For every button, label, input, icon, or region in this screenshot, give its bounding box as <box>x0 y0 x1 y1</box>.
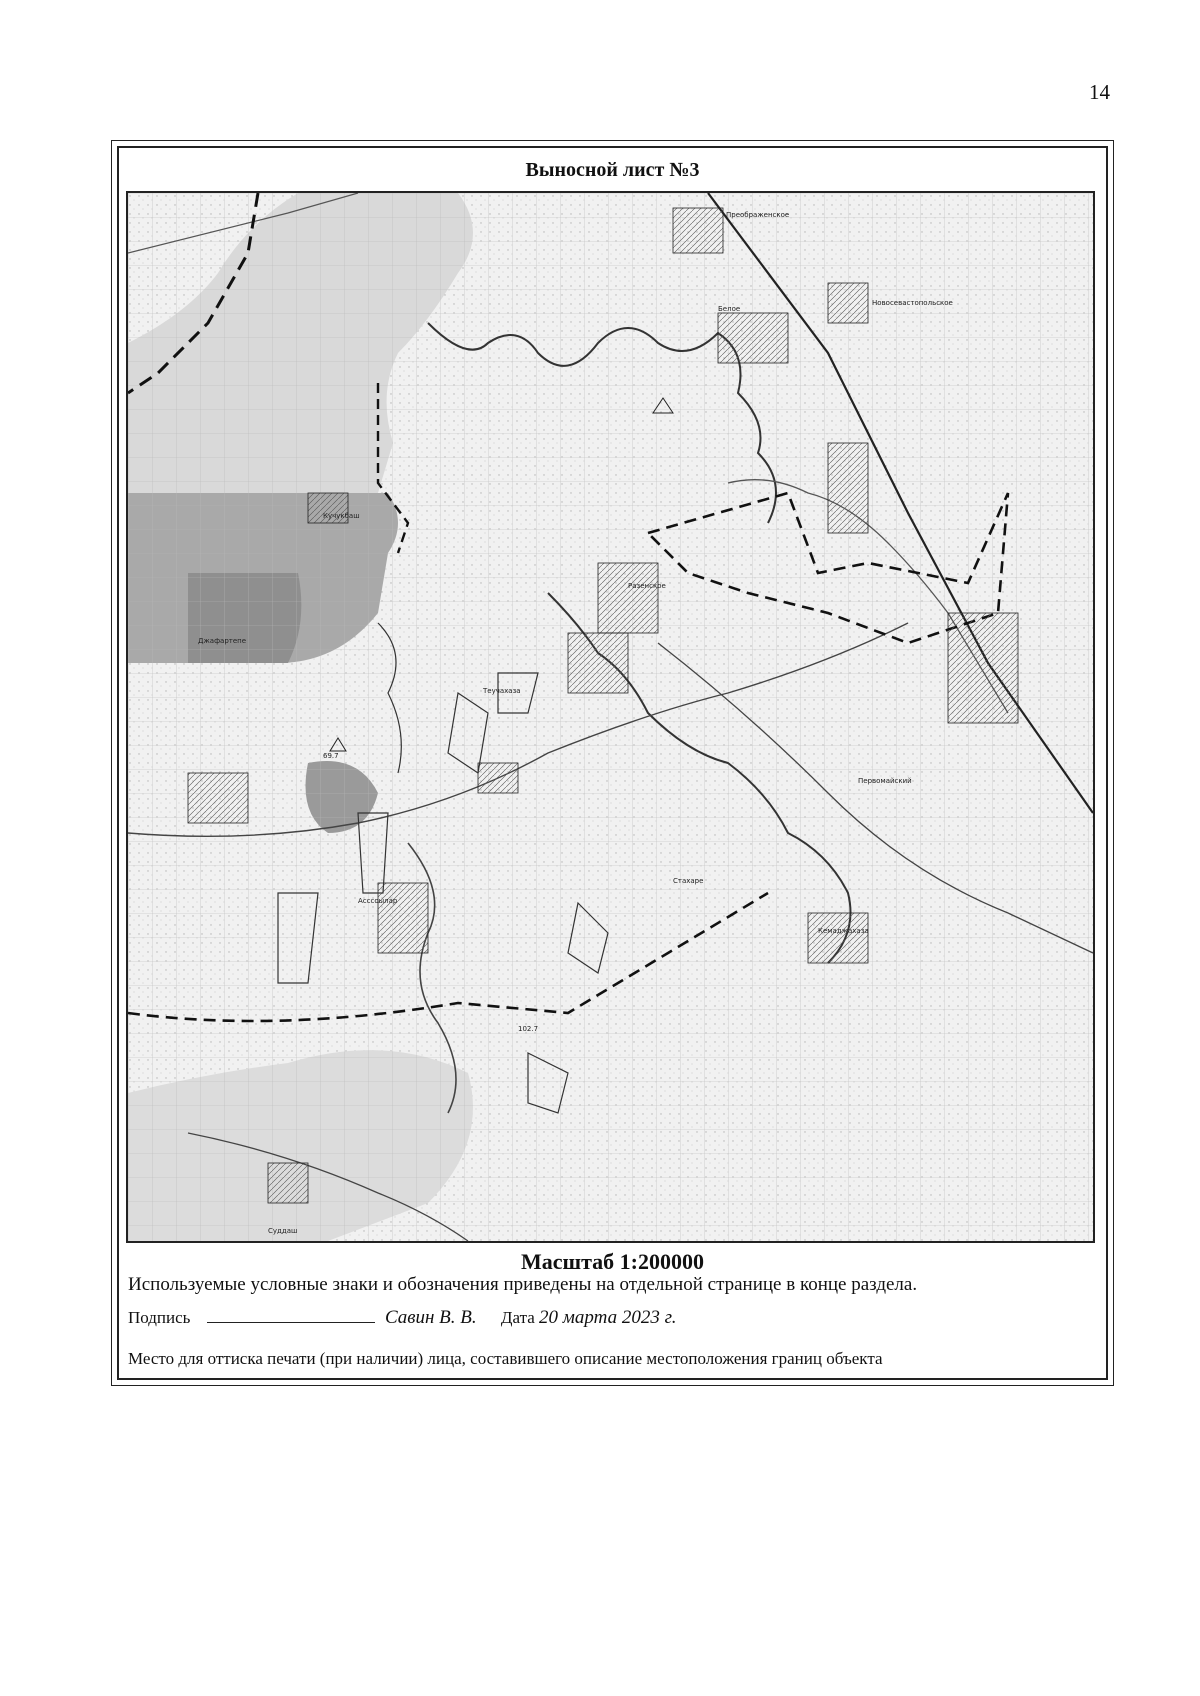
settlement-label: Суддаш <box>268 1227 298 1235</box>
topographic-map <box>126 191 1095 1243</box>
settlement-label: Разенское <box>628 582 666 590</box>
elevation-mark: 69.7 <box>323 752 339 760</box>
sheet-title: Выносной лист №3 <box>525 159 700 181</box>
settlement-label: Кучукбаш <box>323 512 360 520</box>
settlement-label: Джафартепе <box>198 637 247 645</box>
settlement-label: Теучахаза <box>483 687 521 695</box>
settlement-label: Стахаре <box>673 877 704 885</box>
settlement-label: Белое <box>718 305 741 313</box>
signature-label: Подпись <box>128 1308 191 1327</box>
signature-row <box>128 1307 677 1329</box>
elevation-mark: 102.7 <box>518 1025 539 1033</box>
legend-note: Используемые условные знаки и обозначения приведены на отдельной странице в конце раздела. <box>128 1274 918 1295</box>
signer-name: Савин В. В. <box>384 1307 477 1328</box>
date-label: Дата <box>500 1308 535 1327</box>
extract-sheet-frame <box>111 140 1114 1386</box>
settlement-label: Асссоылар <box>358 897 398 905</box>
map-scale: Масштаб 1:200000 <box>520 1249 704 1274</box>
settlement-label: Первомайский <box>858 777 912 785</box>
settlement-label: Преображенское <box>726 211 790 219</box>
signature-line <box>207 1308 375 1323</box>
settlement-label: Кемаджахаза <box>818 927 869 935</box>
signature-date: 20 марта 2023 г. <box>539 1307 677 1328</box>
page-number: 14 <box>1089 80 1110 104</box>
stamp-note: Место для оттиска печати (при наличии) лица, составившего описание местоположения границ объекта <box>128 1349 883 1368</box>
settlement-label: Новосевастопольское <box>872 299 953 307</box>
